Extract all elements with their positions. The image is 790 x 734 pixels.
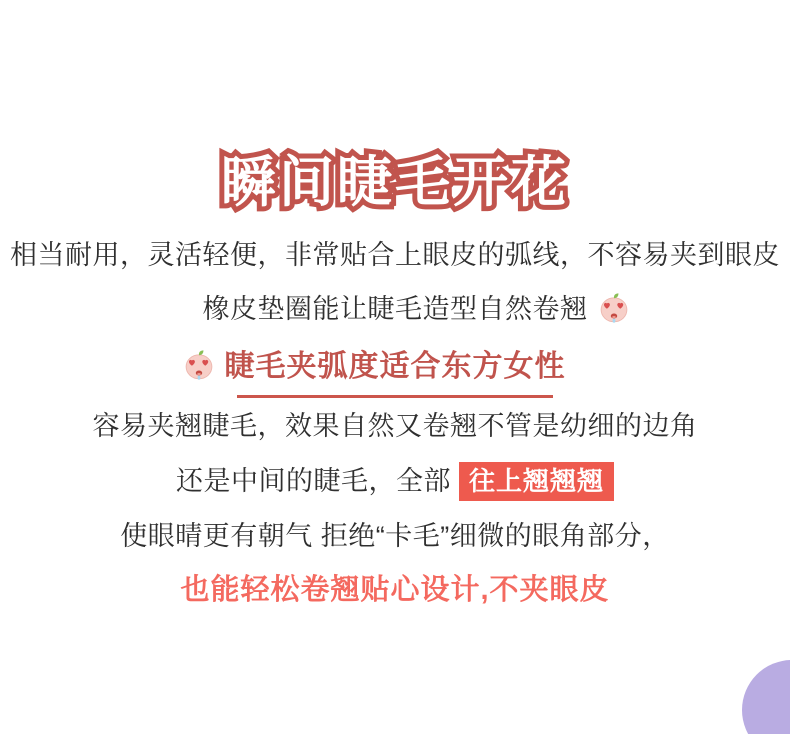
decorative-purple-circle [742,660,790,734]
heart-eyes-peach-emoji [598,291,630,325]
section-subtitle-text: 睫毛夹弧度适合东方女性 [224,350,566,383]
section-subtitle-wrap [225,347,566,386]
highlight-line: 也能轻松卷翘贴心设计,不夹眼皮 [180,574,610,606]
body-line-bright-eyes: 使眼晴更有朝气 拒绝“卡毛”细微的眼角部分， [120,521,670,551]
page-title: 瞬间睫毛开花 瞬间睫毛开花 [0,148,790,217]
body-line-easy-curl: 容易夹翘睫毛，效果自然又卷翘不管是幼细的边角 [92,411,698,441]
curl-up-tag: 往上翘翘翘 [459,462,614,501]
body-line-rubber-pad-wrap [203,292,588,327]
body-line-rubber-pad [0,292,790,327]
subtitle-underline [237,395,553,398]
body-line-rubber-pad-text: 橡皮垫圈能让睫毛造型自然卷翘 [202,294,588,324]
section-subtitle [0,347,790,386]
heart-eyes-peach-emoji [183,348,215,382]
body-line-middle-lash [0,462,790,501]
body-line-durable: 相当耐用，灵活轻便，非常贴合上眼皮的弧线，不容易夹到眼皮 [10,240,780,270]
body-line-middle-lash-text: 还是中间的睫毛，全部 [175,465,451,496]
